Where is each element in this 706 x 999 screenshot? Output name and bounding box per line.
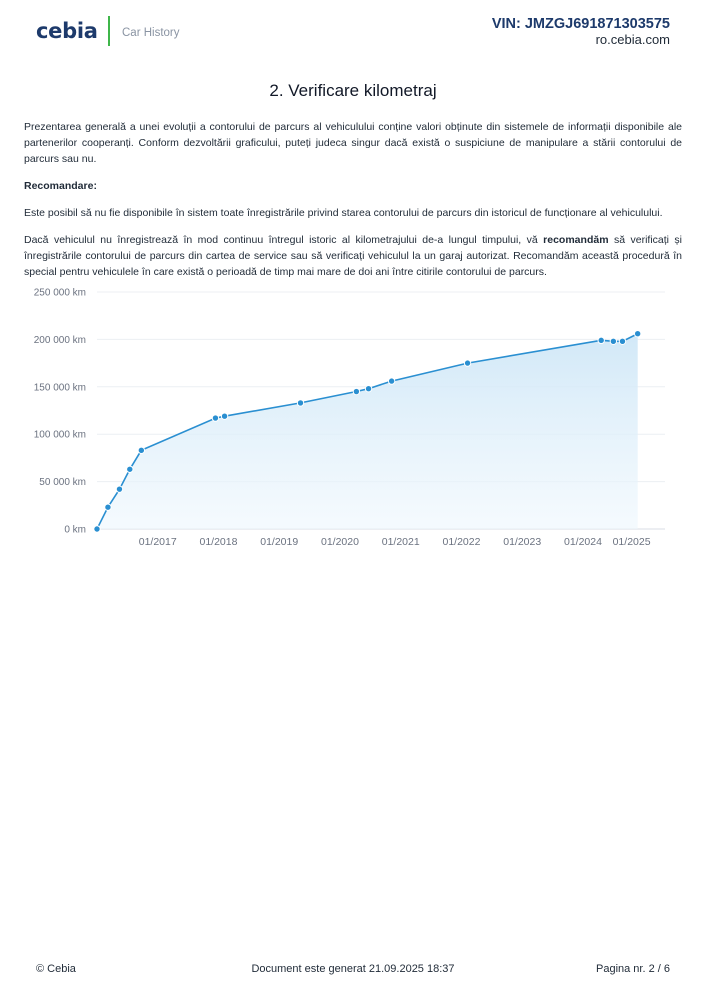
data-point[interactable] <box>138 447 144 453</box>
data-point[interactable] <box>464 360 470 366</box>
x-tick-label: 01/2023 <box>503 536 542 548</box>
site-link[interactable]: ro.cebia.com <box>595 32 670 47</box>
x-tick-label: 01/2025 <box>612 536 651 548</box>
x-axis-labels <box>139 536 651 548</box>
logo-divider <box>108 16 110 46</box>
y-tick-label: 150 000 km <box>33 382 86 394</box>
y-axis-labels <box>34 288 86 536</box>
product-name: Car History <box>122 27 180 39</box>
recommendation-label: Recomandare: <box>24 180 97 192</box>
x-tick-label: 01/2017 <box>138 536 177 548</box>
x-tick-label: 01/2022 <box>442 536 481 548</box>
section-body <box>24 119 682 291</box>
page-footer <box>0 963 706 979</box>
odometer-chart <box>20 281 690 553</box>
x-tick-label: 01/2024 <box>564 536 602 548</box>
vin-number: VIN: JMZGJ691871303575 <box>491 16 670 32</box>
data-point[interactable] <box>105 504 111 510</box>
x-tick-label: 01/2019 <box>260 536 299 548</box>
data-point[interactable] <box>365 385 371 391</box>
data-point[interactable] <box>297 400 303 406</box>
advice-text-end: să verificați și înregistrările contorului de parcurs din cartea de service sau să verificați vehiculul la un garaj autorizat. Recomandăm această procedură în special pentru vehiculele în care există o perioadă de timp mai mare de doi ani între citirile contorului de parcurs. <box>24 234 682 278</box>
data-point[interactable] <box>353 388 359 394</box>
data-point[interactable] <box>116 486 122 492</box>
x-tick-label: 01/2021 <box>381 536 420 548</box>
footer-generated: Document este generat 21.09.2025 18:37 <box>251 963 455 975</box>
advice-text-start: Dacă vehiculul nu înregistrează în mod continuu întregul istoric al kilometrajului de-a lungul timpului, vă <box>24 234 544 246</box>
y-tick-label: 200 000 km <box>33 334 86 346</box>
advice-paragraph <box>24 232 682 280</box>
data-point[interactable] <box>619 338 625 344</box>
odometer-chart-svg <box>20 281 690 553</box>
note-paragraph: Este posibil să nu fie disponibile în sistem toate înregistrările privind starea contorului de parcurs din istoricul de funcționare al vehiculului. <box>24 207 663 219</box>
x-tick-label: 01/2018 <box>199 536 238 548</box>
y-tick-label: 0 km <box>64 524 86 536</box>
footer-copyright: © Cebia <box>36 963 76 975</box>
data-point[interactable] <box>221 413 227 419</box>
data-point[interactable] <box>127 466 133 472</box>
y-tick-label: 250 000 km <box>33 287 86 299</box>
odometer-area <box>97 334 638 529</box>
y-tick-label: 50 000 km <box>39 477 86 489</box>
section-title: 2. Verificare kilometraj <box>269 81 437 100</box>
data-point[interactable] <box>610 338 616 344</box>
data-point[interactable] <box>94 526 100 532</box>
data-point[interactable] <box>634 331 640 337</box>
data-point[interactable] <box>212 415 218 421</box>
intro-paragraph: Prezentarea generală a unei evoluții a contorului de parcurs al vehiculului conține valori obținute din sistemele de informații disponibile ale partenerilor cooperanți. Conform dezvoltării graficului, puteți judeca singur dacă există o suspiciune de manipulare a stării contorului de parcurs sau nu. <box>24 121 682 165</box>
advice-emphasis: recomandăm <box>543 234 609 246</box>
cebia-logo: cebia <box>36 19 98 43</box>
x-tick-label: 01/2020 <box>321 536 359 548</box>
footer-page-number: Pagina nr. 2 / 6 <box>596 963 670 975</box>
page-header <box>0 0 706 60</box>
y-tick-label: 100 000 km <box>33 429 86 441</box>
data-point[interactable] <box>598 337 604 343</box>
data-point[interactable] <box>388 378 394 384</box>
